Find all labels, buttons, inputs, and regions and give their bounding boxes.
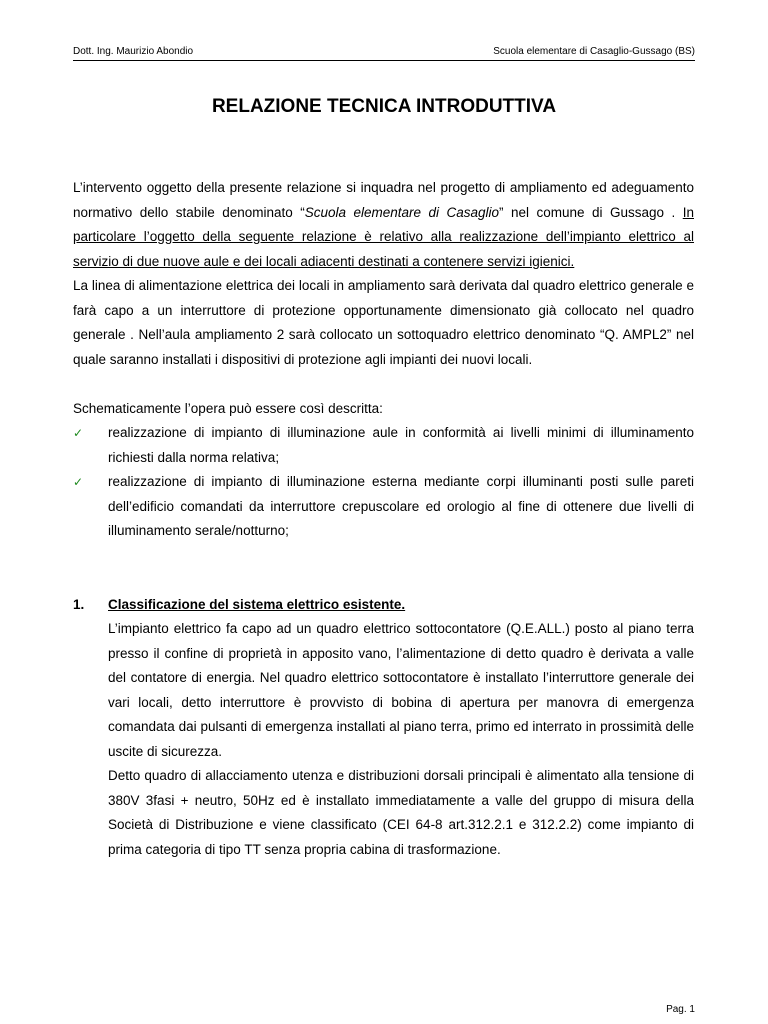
section-title: Classificazione del sistema elettrico esistente.: [108, 596, 406, 612]
document-title: RELAZIONE TECNICA INTRODUTTIVA: [211, 96, 557, 117]
intro-text: L’intervento oggetto della presente relazione si inquadra nel progetto di ampliamento ed adeguamento normativo dello stabile denominato “: [73, 180, 694, 220]
page-header: [73, 44, 695, 61]
intro-text-cont: ” nel comune di Gussago .: [499, 204, 683, 220]
check-icon: ✓: [73, 426, 84, 440]
section-1-heading: [73, 593, 694, 618]
school-name: Scuola elementare di Casaglio: [304, 204, 500, 220]
intro-paragraph-3: Schematicamente l’opera può essere così descritta:: [73, 400, 383, 416]
section-1-paragraph-1: L’impianto elettrico fa capo ad un quadro elettrico sottocontatore (Q.E.ALL.) posto al piano terra presso il confine di proprietà in apposito vano, l’alimentazione di detto quadro è derivata a valle del contatore di energia. Nel quadro elettrico sottocontatore è installato l’interruttore generale dei vari locali, detto interruttore è provvisto di bobina di apertura per manovra di emergenza comandata dai pulsanti di emergenza installati al piano terra, primo ed interrato in prossimità delle uscite di sicurezza.: [108, 621, 694, 759]
header-project: Scuola elementare di Casaglio-Gussago (BS): [493, 46, 695, 57]
section-1-paragraph-2: Detto quadro di allacciamento utenza e distribuzioni dorsali principali è alimentato alla tensione di 380V 3fasi + neutro, 50Hz ed è installato immediatamente a valle del gruppo di misura della Società di Distribuzione e viene classificato (CEI 64-8 art.312.2.1 e 312.2.2) come impianto di prima categoria di tipo TT senza propria cabina di trasformazione.: [108, 768, 694, 857]
page-number: Pag. 1: [666, 1004, 695, 1015]
section-number: 1.: [73, 596, 85, 612]
header-author: Dott. Ing. Maurizio Abondio: [73, 46, 194, 57]
intro-underlined-text: In particolare l’oggetto della seguente relazione è relativo alla realizzazione dell’impianto elettrico al servizio di due nuove aule e dei locali adiacenti destinati a contenere servizi igienici.: [73, 204, 694, 269]
intro-paragraph-2: La linea di alimentazione elettrica dei locali in ampliamento sarà derivata dal quadro elettrico generale e farà capo a un interruttore di protezione opportunamente dimensionato già collocato nel quadro generale . Nell’aula ampliamento 2 sarà collocato un sottoquadro elettrico denominato “Q. AMPL2” nel quale saranno installati i dispositivi di protezione agli impianti dei nuovi locali.: [73, 278, 694, 367]
list-item-text: realizzazione di impianto di illuminazione esterna mediante corpi illuminanti posti sulle pareti dell’edificio comandati da interruttore crepuscolare ed orologio al fine di ottenere due livelli di illuminamento serale/notturno;: [108, 474, 694, 538]
intro-paragraph-1: [73, 176, 694, 274]
check-icon: ✓: [73, 475, 84, 489]
document-body: [73, 176, 694, 862]
list-item: [73, 421, 694, 470]
list-item: [73, 470, 694, 544]
list-item-text: realizzazione di impianto di illuminazione aule in conformità ai livelli minimi di illuminamento richiesti dalla norma relativa;: [108, 425, 694, 465]
